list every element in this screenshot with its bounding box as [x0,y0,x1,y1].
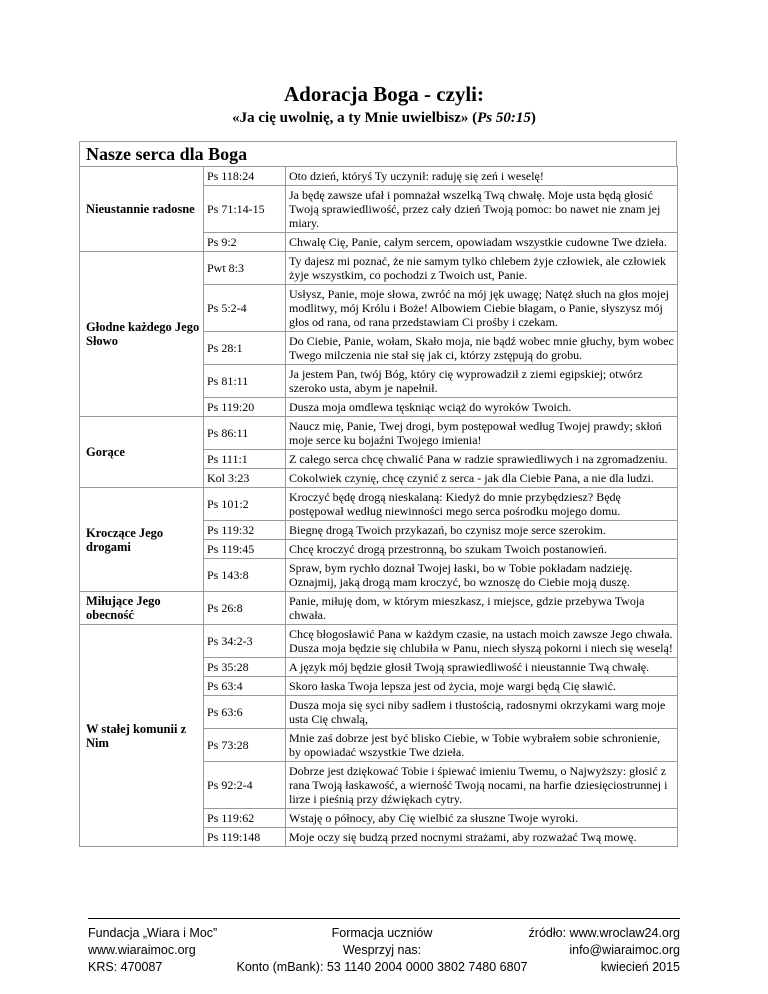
footer-left [88,925,217,976]
verse-text: Dobrze jest dziękować Tobie i śpiewać imieniu Twemu, o Najwyższy: głosić z rana Twoją łaskawość, a wierność Twoją nocami, na harfie dziesięciostrunnej i lirze i pieśnią przy dźwiękach cytry. [286,762,678,809]
verse-reference: Ps 111:1 [204,450,286,469]
table-row [80,252,678,285]
group-label: Nieustannie radosne [80,167,204,252]
verse-text: Panie, miłuję dom, w którym mieszkasz, i miejsce, gdzie przebywa Twoja chwała. [286,592,678,625]
verse-text: Chwalę Cię, Panie, całym sercem, opowiadam wszystkie cudowne Twe dzieła. [286,233,678,252]
verse-reference: Ps 28:1 [204,332,286,365]
footer-right [529,925,680,976]
verse-reference: Ps 34:2-3 [204,625,286,658]
verse-text: Spraw, bym rychło doznał Twojej łaski, bo w Tobie pokładam nadzieję. Oznajmij, jaką drogą mam kroczyć, bo wznoszę do Ciebie moją duszę. [286,559,678,592]
footer-website: www.wiaraimoc.org [88,943,196,957]
verse-text: A język mój będzie głosił Twoją sprawiedliwość i nieustannie Twą chwałę. [286,658,678,677]
verse-text: Do Ciebie, Panie, wołam, Skało moja, nie bądź wobec mnie głuchy, bym wobec Twego milczenia nie stał się jak ci, którzy zstępują do grobu. [286,332,678,365]
footer-krs: KRS: 470087 [88,960,163,974]
verse-reference: Ps 5:2-4 [204,285,286,332]
verse-text: Cokolwiek czynię, chcę czynić z serca - jak dla Ciebie Pana, a nie dla ludzi. [286,469,678,488]
group-label: Miłujące Jego obecność [80,592,204,625]
verse-reference: Ps 119:45 [204,540,286,559]
group-label: Gorące [80,417,204,488]
page-footer [88,918,680,974]
verse-text: Z całego serca chcę chwalić Pana w radzie sprawiedliwych i na zgromadzeniu. [286,450,678,469]
verse-reference: Ps 101:2 [204,488,286,521]
table-row [80,167,678,186]
verse-reference: Ps 86:11 [204,417,286,450]
subtitle-text: «Ja cię uwolnię, a ty Mnie uwielbisz» ( [232,110,478,126]
verse-reference: Ps 71:14-15 [204,186,286,233]
footer-formation: Formacja uczniów [331,926,433,940]
verse-reference: Ps 119:20 [204,398,286,417]
page-title: Adoracja Boga - czyli: [283,82,485,106]
verse-text: Wstaję o północy, aby Cię wielbić za słuszne Twoje wyroki. [286,809,678,828]
verse-text: Chcę błogosławić Pana w każdym czasie, na ustach moich zawsze Jego chwała. Dusza moja będzie się chlubiła w Panu, niech słyszą pokorni i niech się weselą! [286,625,678,658]
subtitle-close: ) [530,110,536,126]
verse-text: Skoro łaska Twoja lepsza jest od życia, moje wargi będą Cię sławić. [286,677,678,696]
verse-reference: Ps 119:32 [204,521,286,540]
footer-source: źródło: www.wroclaw24.org [528,926,680,940]
footer-email: info@wiaraimoc.org [569,943,680,957]
verse-reference: Ps 73:28 [204,729,286,762]
verse-text: Ja jestem Pan, twój Bóg, który cię wyprowadził z ziemi egipskiej; otwórz szeroko usta, abym je napełnił. [286,365,678,398]
verse-reference: Ps 118:24 [204,167,286,186]
page-subtitle [0,110,768,127]
verse-text: Dusza moja się syci niby sadłem i tłustością, radosnymi okrzykami warg moje usta Cię chwalą, [286,696,678,729]
verse-reference: Ps 63:4 [204,677,286,696]
verse-reference: Ps 92:2-4 [204,762,286,809]
group-label: Kroczące Jego drogami [80,488,204,592]
verse-text: Naucz mię, Panie, Twej drogi, bym postępował według Twojej prawdy; skłoń moje serce ku bojaźni Twojego imienia! [286,417,678,450]
verse-reference: Ps 119:62 [204,809,286,828]
verse-reference: Ps 9:2 [204,233,286,252]
verse-reference: Ps 119:148 [204,828,286,847]
subtitle-reference: Ps 50:15 [477,110,531,126]
group-label: W stałej komunii z Nim [80,625,204,847]
verse-reference: Ps 35:28 [204,658,286,677]
verses-table [79,166,678,847]
group-label: Głodne każdego Jego Słowo [80,252,204,417]
footer-org: Fundacja „Wiara i Moc” [88,926,218,940]
footer-account: Konto (mBank): 53 1140 2004 0000 3802 7480 6807 [236,960,528,974]
verse-text: Chcę kroczyć drogą przestronną, bo szukam Twoich postanowień. [286,540,678,559]
verse-text: Usłysz, Panie, moje słowa, zwróć na mój jęk uwagę; Natęż słuch na głos mojej modlitwy, mój Królu i Boże! Albowiem Ciebie błagam, o Panie, słyszysz mój głos od rana, od rana przedstawiam Ci prośby i czekam. [286,285,678,332]
verse-text: Ja będę zawsze ufał i pomnażał wszelką Twą chwałę. Moje usta będą głosić Twoją sprawiedliwość, przez cały dzień Twoją pomoc: bo nawet nie znam jej miary. [286,186,678,233]
footer-center [232,925,532,976]
table-row [80,488,678,521]
verse-reference: Ps 81:11 [204,365,286,398]
verse-reference: Ps 63:6 [204,696,286,729]
table-row [80,592,678,625]
table-row [80,625,678,658]
verse-text: Ty dajesz mi poznać, że nie samym tylko chlebem żyje człowiek, ale człowiek żyje wszystkim, co pochodzi z Twoich ust, Panie. [286,252,678,285]
verse-text: Biegnę drogą Twoich przykazań, bo czynisz moje serce szerokim. [286,521,678,540]
verse-text: Mnie zaś dobrze jest być blisko Ciebie, w Tobie wybrałem sobie schronienie, by opowiadać wszystkie Twe dzieła. [286,729,678,762]
footer-support: Wesprzyj nas: [342,943,422,957]
footer-date: kwiecień 2015 [600,960,680,974]
verse-text: Dusza moja omdlewa tęskniąc wciąż do wyroków Twoich. [286,398,678,417]
verse-reference: Ps 26:8 [204,592,286,625]
verse-text: Oto dzień, któryś Ty uczynił: raduję się zeń i weselę! [286,167,678,186]
verse-reference: Kol 3:23 [204,469,286,488]
verse-reference: Ps 143:8 [204,559,286,592]
verse-reference: Pwt 8:3 [204,252,286,285]
section-heading: Nasze serca dla Boga [79,141,677,166]
table-row [80,417,678,450]
verse-text: Kroczyć będę drogą nieskalaną: Kiedyż do mnie przybędziesz? Będę postępował według niewinności mego serca pośrodku mojego domu. [286,488,678,521]
verse-text: Moje oczy się budzą przed nocnymi strażami, aby rozważać Twą mowę. [286,828,678,847]
